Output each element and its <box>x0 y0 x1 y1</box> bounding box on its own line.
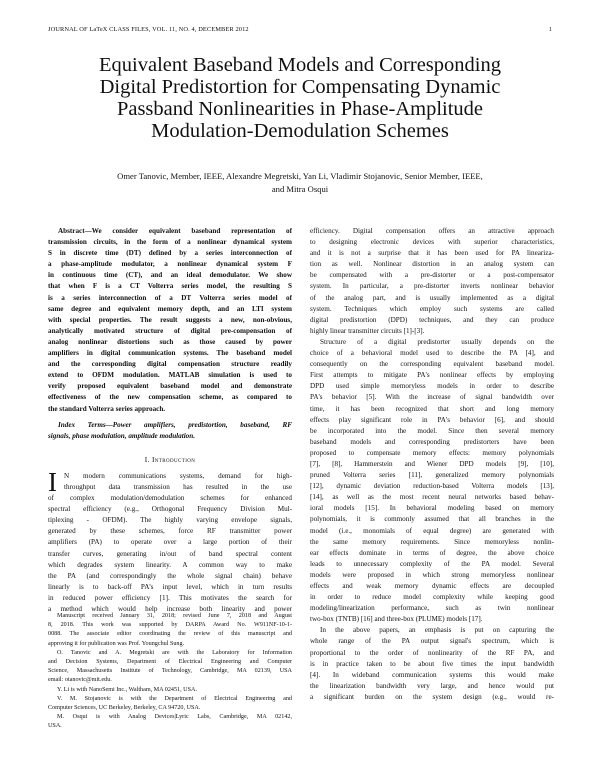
body-line: In the above papers, an emphasis is put on capturing the <box>320 626 554 635</box>
body-line: the linearization bandwidth very large, and hence would put <box>310 681 554 690</box>
body-line: be incorporated into the model. Since then several memory <box>310 426 554 435</box>
journal-info: JOURNAL OF LaTeX CLASS FILES, VOL. 11, NO. 4, DECEMBER 2012 <box>48 26 249 33</box>
body-line: proportional to the order of nonlinearity of the RF PA, and <box>310 648 554 657</box>
intro-line: of complex modulation/demodulation schemes for enhanced <box>48 494 292 503</box>
body-line: efficiency. Digital compensation offers an attractive approach <box>310 227 554 235</box>
footnote-line: Computer Sciences, UC Berkeley, Berkeley, CA 94720, USA. <box>48 704 201 711</box>
footnote-line: V. M. Stojanovic is with the Department of Electrical Engineering and <box>57 695 292 702</box>
body-line: the same memory requirements. Since memoryless nonlin- <box>310 537 554 546</box>
abstract-line: extend to OFDM modulation. MATLAB simulation is used to <box>48 371 292 380</box>
abstract-line: amplifiers in digital communication systems. The baseband model <box>48 349 292 358</box>
body-line: polynomials, it is commonly assumed that all branches in the <box>310 515 554 524</box>
intro-line: linearly is to back-off PA's input level, which in turn results <box>48 582 292 591</box>
intro-line: which degrades system linearity. A common way to make <box>48 560 292 569</box>
body-line: ear effects dominate in terms of degree, the above choice <box>310 548 554 557</box>
body-line: ioral models [15]. In behavioral modeling based on memory <box>310 504 554 513</box>
intro-line: the PA (and correspondingly the whole signal chain) behave <box>48 571 292 580</box>
index-terms <box>48 420 292 442</box>
abstract-line: the standard Volterra series approach. <box>48 404 166 413</box>
paper-title <box>30 54 570 142</box>
paragraph-predistorter-structure <box>310 337 554 625</box>
body-line: effects and weak memory dynamic effects are decoupled <box>310 582 554 590</box>
body-line: [4]. In wideband communication systems this would make <box>310 670 554 679</box>
index-terms-line: signals, phase modulation, amplitude modulation. <box>48 431 196 440</box>
body-line: in order to reduce model complexity while keeping good <box>310 593 554 602</box>
intro-paragraph <box>48 466 292 615</box>
intro-line: generated by these schemes, force RF transmitter power <box>48 527 292 536</box>
body-line: pruned Volterra series [11], generalized memory polynomials <box>310 471 554 480</box>
abstract-line: effectiveness of the new compensation scheme, as compared to <box>48 393 292 402</box>
abstract-line: and the corresponding digital compensation structure readily <box>48 360 292 369</box>
right-column <box>310 226 554 703</box>
intro-line: transfer curves, generating in/out of band spectral content <box>48 549 292 558</box>
body-line: is in practice taken to be about five times the input bandwidth <box>310 659 554 668</box>
body-line: to designing electronic devices with superior characteristics, <box>310 238 554 247</box>
body-line: leads to unnecessary complexity of the PA model. Several <box>310 559 554 568</box>
abstract-line: analytically motivated structure of digital pre-compensation of <box>48 326 292 335</box>
body-line: choice of a behavioral model used to describe the PA [4], and <box>310 349 554 358</box>
page-number: 1 <box>548 26 552 33</box>
footnotes <box>48 612 292 731</box>
intro-line: tiplexing - OFDM). The highly varying envelope signals, <box>48 516 292 525</box>
body-line: First attempts to mitigate PA's nonlinear effects by employing <box>310 371 554 380</box>
author-line: Omer Tanovic, Member, IEEE, Alexandre Megretski, Yan Li, Vladimir Stojanovic, Senior Member, IEEE, <box>117 171 483 181</box>
intro-line: throughput data transmission has resulted in the use <box>64 482 292 491</box>
abstract-line: verify proposed equivalent baseband model and demonstrate <box>48 382 292 391</box>
footnote-line: Y. Li is with NanoSemi Inc., Waltham, MA 02451, USA. <box>57 686 197 693</box>
body-line: Structure of a digital predistorter usually depends on the <box>320 337 554 346</box>
body-line: modeling/linearization performance, such as twin nonlinear <box>310 604 554 613</box>
paragraph-digital-compensation <box>310 226 554 337</box>
body-line: digital predistortion (DPD) techniques, and they can produce <box>310 315 554 324</box>
paragraph-linearization-bandwidth <box>310 625 554 703</box>
footnote-line: and Decision Systems, Department of Electrical Engineering and Computer <box>48 658 292 665</box>
title-line: Passband Nonlinearities in Phase-Amplitude <box>116 98 484 120</box>
index-terms-line: Index Terms—Power amplifiers, predistortion, baseband, RF <box>58 420 292 429</box>
abstract-line: in continuous time (CT), and an ideal demodulator. We show <box>48 271 292 280</box>
intro-line: in reduced power efficiency [1]. This motivates the search for <box>48 593 292 602</box>
body-line: time, it has been recognized that short and long memory <box>310 404 554 413</box>
abstract-line: is a series interconnection of a DT Volterra series model of <box>48 293 292 302</box>
abstract-line: Abstract—We consider equivalent baseband representation of <box>58 227 292 235</box>
body-line: models were proposed in which strong memoryless nonlinear <box>310 570 554 579</box>
body-line: [7], [8], Hammerstein and Wiener DPD models [9], [10], <box>310 459 554 468</box>
footnote-line: approving it for publication was Prof. Youngchul Sung. <box>48 640 185 647</box>
footnote-line: 8, 2018. This work was supported by DARPA Award No. W911NF-10-1- <box>48 622 292 629</box>
body-line: whole range of the PA output signal's spectrum, which is <box>310 637 554 646</box>
body-line: model (i.e., monomials of equal degree) are generated with <box>310 526 554 535</box>
title-line: Equivalent Baseband Models and Corresponding <box>99 54 501 76</box>
author-line: and Mitra Osqui <box>271 184 329 194</box>
abstract-line: S in discrete time (DT) defined by a series interconnection of <box>48 249 292 258</box>
abstract-line: same degree and equivalent memory depth, and an LTI system <box>48 304 292 313</box>
body-line: proposed to compensate memory effects: memory polynomials <box>310 448 554 457</box>
body-line: [14], as well as the most recent neural networks based behav- <box>310 493 554 502</box>
body-line: system. Techniques which employ such systems are called <box>310 304 554 313</box>
body-line: [12], dynamic deviation reduction-based Volterra models [13], <box>310 482 554 491</box>
footnote-line: Manuscript received January 31, 2018; revised June 7, 2018 and August <box>57 613 292 619</box>
footnote-line: 0088. The associate editor coordinating the review of this manuscript and <box>48 631 292 638</box>
footnote-line: email: otanovic@mit.edu. <box>48 677 112 684</box>
title-line: Digital Predistortion for Compensating Dynamic <box>99 76 501 98</box>
body-line: effects play significant role in PA's behavior [6], and should <box>310 415 554 424</box>
body-line: two-box (TNTB) [16] and three-box (PLUME) models [17]. <box>310 615 483 624</box>
abstract-line: transmission circuits, in the form of a nonlinear dynamical system <box>48 238 292 247</box>
footnote-line: USA. <box>48 723 62 730</box>
abstract-line: a phase-amplitude modulator, a nonlinear dynamical system F <box>48 260 292 269</box>
intro-line: spectral efficiency (e.g., Orthogonal Frequency Division Mul- <box>48 505 292 514</box>
footnote-line: M. Osqui is with Analog Devices|Lyric Labs, Cambridge, MA 02142, <box>57 714 292 721</box>
drop-cap: I <box>48 466 57 497</box>
body-line: baseband models and corresponding predistorters have been <box>310 437 554 446</box>
body-line: a significant burden on the system design (e.g., would re- <box>310 692 554 701</box>
intro-line: amplifiers (PA) to operate over a large portion of their <box>48 538 292 547</box>
body-line: of the analog part, and is usually implemented as a digital <box>310 293 554 302</box>
body-line: be compensated with a pre-distorter or a post-compensator <box>310 271 554 280</box>
running-header <box>48 26 552 38</box>
body-line: PA's behavior [5]. With the increase of signal bandwidth over <box>310 393 554 402</box>
intro-line: a method which would help increase both linearity and power <box>48 605 292 613</box>
left-column <box>48 226 292 615</box>
section-heading: I. Introduction <box>144 454 196 464</box>
author-list <box>40 170 560 196</box>
abstract-line: with special properties. The result suggests a new, non-obvious, <box>48 315 292 324</box>
title-line: Modulation-Demodulation Schemes <box>151 120 449 142</box>
body-line: tion as well. Nonlinear distortion in an analog system can <box>310 260 554 269</box>
body-line: system. In particular, a pre-distorter inverts nonlinear behavior <box>310 282 554 291</box>
body-line: highly linear transmitter circuits [1]-[3]. <box>310 326 425 335</box>
body-line: consequently on the corresponding equivalent baseband model. <box>310 360 554 369</box>
footnote-line: Science, Massachusetts Institute of Technology, Cambridge, MA 02139, USA <box>48 668 292 675</box>
abstract-line: analog nonlinear distortions such as those caused by power <box>48 337 292 346</box>
abstract <box>48 226 292 415</box>
abstract-line: that when F is a CT Volterra series model, the resulting S <box>48 282 292 291</box>
body-line: and it is not a surprise that it has been used for PA lineariza- <box>310 249 554 258</box>
body-line: DPD used simple memoryless models in order to describe <box>310 382 554 391</box>
intro-line: N modern communications systems, demand for high- <box>64 471 292 480</box>
footnote-line: O. Tanovic and A. Megretski are with the Laboratory for Information <box>57 649 292 656</box>
